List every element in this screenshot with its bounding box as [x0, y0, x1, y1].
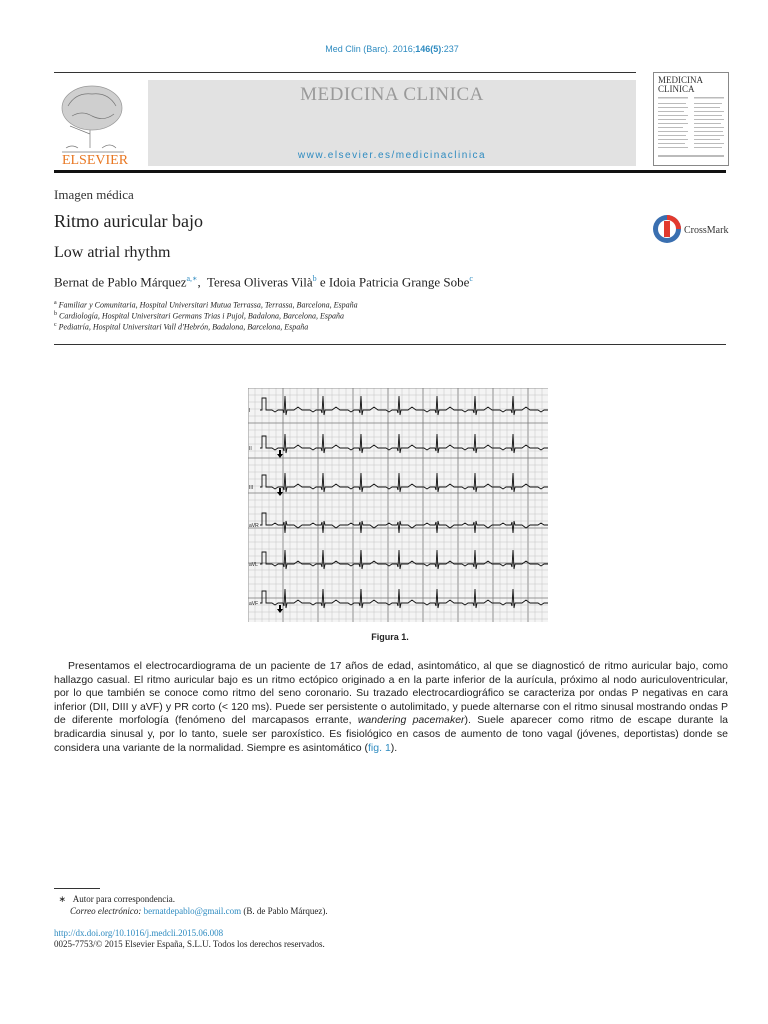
- footnote-divider: [54, 888, 100, 889]
- footnote-text: Autor para correspondencia.: [72, 894, 176, 904]
- author-separator: ,: [197, 274, 201, 290]
- author-name: Bernat de Pablo Márquez: [54, 274, 187, 290]
- affiliation-mark: a: [54, 300, 57, 306]
- author-name: Teresa Oliveras Vilà: [207, 274, 313, 290]
- elsevier-logo: [54, 78, 136, 166]
- affiliation-item: [54, 311, 344, 321]
- author-affiliation-mark[interactable]: a,∗: [186, 274, 198, 283]
- body-text-part: Presentamos el electrocardiograma de un paciente de 17 años de edad, asintomático, al que se diagnosticó de ritmo auricular bajo, como hallazgo casual. El ritmo auricular bajo es un ritmo ectópico originado a en la parte inferior de la aurícula, próximo al nodo auriculoventricular, por lo que también se conoce como ritmo del seno coronario. Su trazado electrocardiográfico se caracteriza por ondas P negativas en cara inferior (DII, DIII y aVF) y PR corto (< 120 ms). Puede ser persistente o autolimitado, y puede alternarse con el ritmo sinusal mostrando ondas P de diferente morfología (fenómeno del marcapasos errante,: [54, 660, 728, 727]
- journal-url-link[interactable]: www.elsevier.es/medicinaclinica: [297, 150, 487, 161]
- author-name: e Idoia Patricia Grange Sobe: [319, 274, 470, 290]
- email-label: Correo electrónico:: [70, 906, 142, 916]
- crossmark-label: CrossMark: [684, 225, 729, 236]
- ecg-lead-label-avl: aVL: [249, 562, 258, 568]
- affiliation-text: Pediatría, Hospital Universitari Vall d'Hebrón, Badalona, Barcelona, España: [58, 322, 309, 332]
- affiliation-text: Familiar y Comunitaria, Hospital Universitari Mutua Terrassa, Terrassa, Barcelona, España: [58, 300, 358, 310]
- article-title-english: Low atrial rhythm: [54, 244, 171, 261]
- section-label: Imagen médica: [54, 187, 134, 202]
- figure-caption: Figura 1.: [371, 632, 409, 642]
- body-text-part: ). Suele aparecer como ritmo de escape durante la bradicardia sinusal y, por lo tanto, suele ser paroxístico. Es fisiológico en casos de aumento de tono vagal (jóvenes, deportistas) donde se considera una variante de la normalidad. Siempre es asintomático (: [54, 714, 728, 754]
- content-divider: [54, 344, 726, 345]
- email-link[interactable]: bernatdepablo@gmail.com: [143, 906, 242, 916]
- footnote-mark: ∗: [58, 894, 67, 904]
- journal-cover-thumbnail[interactable]: [653, 72, 729, 166]
- top-divider: [54, 72, 636, 73]
- body-text: [54, 660, 728, 755]
- elsevier-tree-icon: [54, 78, 136, 166]
- body-text-part: ).: [390, 741, 398, 754]
- footnote-email-line: [54, 905, 328, 917]
- ecg-lead-label-i: I: [249, 408, 251, 414]
- footnote: [54, 893, 328, 917]
- ecg-lead-label-avr: aVR: [249, 523, 259, 529]
- author-affiliation-mark[interactable]: c: [469, 274, 473, 283]
- journal-ref-prefix: Med Clin (Barc). 2016;: [325, 44, 416, 54]
- author-list: [54, 274, 473, 290]
- footnote-line: [54, 893, 328, 905]
- ecg-lead-label-iii: III: [249, 485, 254, 491]
- ecg-image: [248, 388, 548, 622]
- journal-title: MEDICINA CLINICA: [300, 84, 484, 105]
- cover-title: MEDICINA CLINICA: [658, 75, 703, 94]
- ecg-lead-label-avf: aVF: [249, 601, 259, 607]
- crossmark-icon: [652, 212, 730, 246]
- figure-link[interactable]: fig. 1: [368, 741, 391, 754]
- affiliation-mark: c: [54, 322, 57, 328]
- affiliation-text: Cardiología, Hospital Universitari Germans Trias i Pujol, Badalona, Barcelona, España: [59, 311, 344, 321]
- affiliation-item: [54, 322, 308, 332]
- copyright-notice: 0025-7753/© 2015 Elsevier España, S.L.U. Todos los derechos reservados.: [54, 939, 325, 949]
- ecg-figure: [248, 388, 548, 622]
- email-owner: (B. de Pablo Márquez).: [243, 906, 328, 916]
- journal-ref-volume: 146(5): [415, 44, 442, 54]
- body-paragraph: [54, 660, 728, 755]
- header-divider: [54, 170, 726, 173]
- body-italic-term: wandering pacemaker: [357, 714, 465, 727]
- affiliation-mark: b: [54, 311, 57, 317]
- journal-banner: [148, 80, 636, 166]
- crossmark-badge[interactable]: [652, 212, 730, 246]
- author-affiliation-mark[interactable]: b: [312, 274, 317, 283]
- doi-link[interactable]: http://dx.doi.org/10.1016/j.medcli.2015.06.008: [54, 928, 224, 938]
- article-title: Ritmo auricular bajo: [54, 211, 203, 231]
- affiliation-item: [54, 300, 358, 310]
- journal-reference[interactable]: [0, 44, 768, 54]
- journal-ref-page: :237: [441, 44, 459, 54]
- ecg-lead-label-ii: II: [249, 446, 252, 452]
- publisher-name: ELSEVIER: [61, 153, 129, 166]
- cover-icon: [654, 73, 728, 165]
